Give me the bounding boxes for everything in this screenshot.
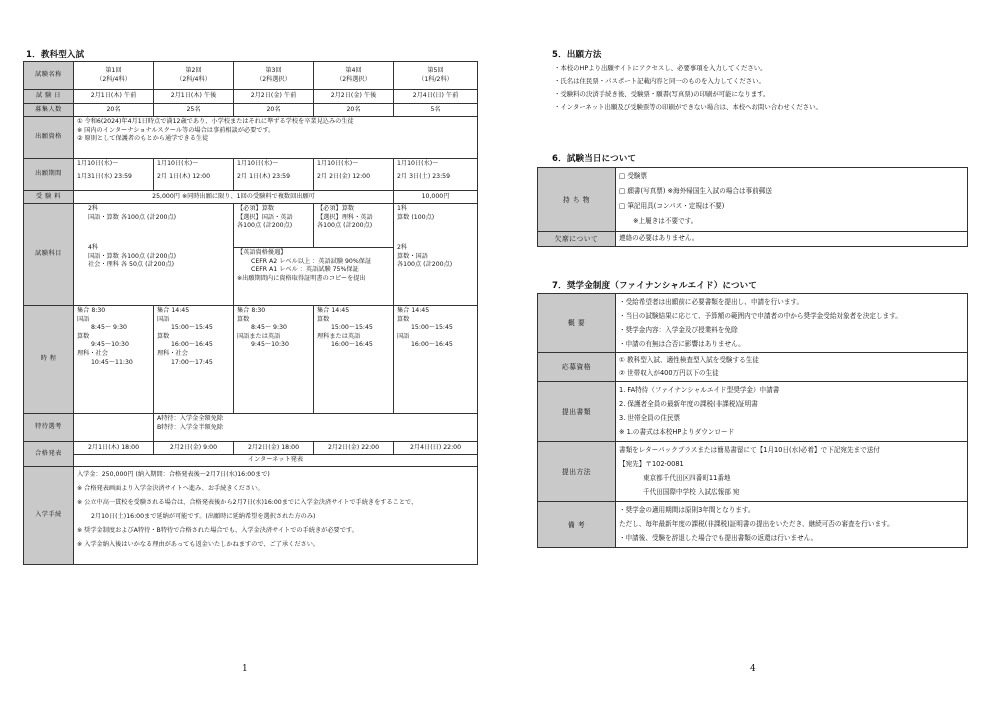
row-label: 提出書類	[538, 382, 616, 442]
cell: 20名	[234, 104, 314, 117]
header-row	[24, 62, 478, 90]
documents-row	[538, 382, 968, 442]
row-label: 試験名称	[24, 62, 74, 90]
section-title-exam: 1．教科型入試	[26, 50, 85, 60]
cell: 1月10日(水)〜 2月 1日(木) 23:59	[234, 159, 314, 191]
cell: 1月10日(水)〜 2月 1日(木) 12:00	[154, 159, 234, 191]
absence-row	[538, 232, 968, 247]
schedule-r5: 集合 14:45 算数 15:00〜15:45 国語 16:00〜16:45	[394, 306, 478, 414]
row-label: 募集人数	[24, 104, 74, 117]
fee-cell: 25,000円 ※同時出願に限り、1回の受験料で複数回出願可	[74, 191, 394, 204]
schedule-r1: 集合 8:30 国語 8:45〜 9:30 算数 9:45〜10:30 理科・社会 10:45〜11:30	[74, 306, 154, 414]
scholarship-table	[537, 293, 968, 548]
cell: 2月2日(金) 9:00	[154, 442, 234, 455]
row-label: 提出方法	[538, 442, 616, 502]
row-label: 出願期間	[24, 159, 74, 191]
results-note-row	[24, 455, 478, 467]
row-label: 応募資格	[538, 353, 616, 382]
eligibility-row	[24, 117, 478, 159]
list-item: ・受験料の決済手続き後、受験票・願書(写真票)の印刷が可能になります。	[554, 90, 770, 98]
cell: 2月4日(日) 午前	[394, 90, 478, 104]
row-label: 受 験 料	[24, 191, 74, 204]
cell: 2月4日(日) 22:00	[394, 442, 478, 455]
cell: 2月2日(金) 午後	[314, 90, 394, 104]
results-row	[24, 442, 478, 455]
row-label: 特待選考	[24, 414, 74, 442]
cell: 20名	[74, 104, 154, 117]
schedule-row	[24, 306, 478, 414]
exam-date-row	[24, 90, 478, 104]
fee-row	[24, 191, 478, 204]
cell: 1月10日(水)〜 2月 2日(金) 12:00	[314, 159, 394, 191]
method-cell: 書類をレターパックプラスまたは簡易書留にて【1月10日(水)必着】で下記宛先まで送付 【宛先】〒102-0081 東京都千代田区四番町11番地 千代田国際中学校 入試広報部 宛	[616, 442, 968, 502]
row-label: 合格発表	[24, 442, 74, 467]
row-label: 概 要	[538, 294, 616, 353]
row-label: 入学手続	[24, 467, 74, 565]
remarks-cell: ・奨学金の適用期間は原則3年間となります。 ただし、毎年最新年度の課税(非課税)証明書の提出をいただき、継続可否の審査を行います。 ・申請後、受験を辞退した場合でも提出書類の返還は行いません。	[616, 502, 968, 548]
right-page	[500, 0, 1000, 706]
special-cell: A特待：入学金全額免除 B特待：入学金半額免除	[154, 414, 478, 442]
subjects-r3: 【必須】算数 【選択】国語・英語 各100点 (計200点)	[234, 204, 314, 248]
qualification-row	[538, 353, 968, 382]
belongings-row	[538, 168, 968, 232]
period-row	[24, 159, 478, 191]
enroll-row	[24, 467, 478, 565]
cell: 2月2日(金) 22:00	[314, 442, 394, 455]
cell: 1月10日(水)〜 2月 3日(土) 23:59	[394, 159, 478, 191]
row-label: 出願資格	[24, 117, 74, 159]
list-item: ・氏名は住民票・パスポート記載内容と同一のものを入力してください。	[554, 77, 765, 85]
capacity-row	[24, 104, 478, 117]
section-title-scholarship: 7．奨学金制度（ファイナンシャルエイド）について	[552, 281, 758, 291]
cell: 5名	[394, 104, 478, 117]
subjects-r12: 2科 国語・算数 各100点 (計200点) 4科 国語・算数 各100点 (計200点) 社会・理科 各 50点 (計200点)	[74, 204, 234, 306]
section-title-application: 5．出願方法	[552, 50, 602, 60]
special-row	[24, 414, 478, 442]
section-title-exam-day: 6．試験当日について	[552, 154, 637, 164]
enroll-cell: 入学金：250,000円 (納入期間：合格発表後〜2月7日(水)16:00まで) ※ 合格発表画面より入学金決済サイトへ進み、お手続きください。 ※ 公立中高一貫校を受験される場合は、合格発表後から2月7日(水)16:00までに入学金決済サイトで手続きをすることで、 2月10日(土)16:00まで延納が可能です。(出願時に延納希望を選択された方のみ) ※ 奨学金制度およびA特待・B特待で合格された場合でも、入学金決済サイトでの手続きが必要です。 ※ 入学金納入後はいかなる理由があっても返金いたしかねますので、ご了承ください。	[74, 467, 478, 565]
qualification-cell: ① 教科型入試、適性検査型入試を受験する生徒 ② 世帯収入が400万円以下の生徒	[616, 353, 968, 382]
cell: 20名	[314, 104, 394, 117]
subjects-r4: 【必須】算数 【選択】理科・英語 各100点 (計200点)	[314, 204, 394, 248]
cell	[74, 414, 154, 442]
exam-table	[23, 61, 478, 565]
page-number: 4	[750, 664, 756, 674]
cell: 2月1日(木) 午前	[74, 90, 154, 104]
method-row	[538, 442, 968, 502]
results-note: インターネット発表	[74, 455, 478, 467]
fee-cell-r5: 10,000円	[394, 191, 478, 204]
schedule-r3: 集合 8:30 算数 8:45〜 9:30 国語または英語 9:45〜10:30	[234, 306, 314, 414]
exam-day-table	[537, 167, 968, 247]
cell: 2月2日(金) 午前	[234, 90, 314, 104]
page-number: 1	[242, 664, 248, 674]
schedule-r4: 集合 14:45 算数 15:00〜15:45 理科または英語 16:00〜16:45	[314, 306, 394, 414]
overview-cell: ・受給希望者は出願前に必要書類を提出し、申請を行います。 ・当日の試験結果に応じて、予算額の範囲内で申請者の中から奨学金受給対象者を決定します。 ・奨学金内容：入学金及び授業料を免除 ・申請の有無は合否に影響はありません。	[616, 294, 968, 353]
round-4-header: 第4回 （2科選択）	[314, 62, 394, 90]
documents-cell: 1. FA特待（ファイナンシャルエイド型奨学金）申請書 2. 保護者全員の最新年度の課税(非課税)証明書 3. 世帯全員の住民票 ※ 1.の書式は本校HPよりダウンロード	[616, 382, 968, 442]
list-item: ・インターネット出願及び受験票等の印刷ができない場合は、本校へお問い合わせください。	[554, 103, 822, 111]
belongings-cell: □ 受験票 □ 願書(写真票) ※海外帰国生入試の場合は事前郵送 □ 筆記用具(コンパス・定規は不要) ※上履きは不要です。	[616, 168, 968, 232]
cell: 25名	[154, 104, 234, 117]
cell: 2月2日(金) 18:00	[234, 442, 314, 455]
schedule-r2: 集合 14:45 国語 15:00〜15:45 算数 16:00〜16:45 理科・社会 17:00〜17:45	[154, 306, 234, 414]
absence-cell: 連絡の必要はありません。	[616, 232, 968, 247]
round-1-header: 第1回 （2科/4科）	[74, 62, 154, 90]
row-label: 備 考	[538, 502, 616, 548]
cell: 2月1日(木) 18:00	[74, 442, 154, 455]
application-list	[554, 62, 822, 114]
cell: 2月1日(木) 午後	[154, 90, 234, 104]
list-item: ・本校のHPより出願サイトにアクセスし、必要事項を入力してください。	[554, 64, 767, 72]
row-label: 時 程	[24, 306, 74, 414]
subjects-r5: 1科 算数 (100点) 2科 算数・国語 各100点 (計200点)	[394, 204, 478, 306]
overview-row	[538, 294, 968, 353]
cell: 1月10日(水)〜 1月31日(水) 23:59	[74, 159, 154, 191]
row-label: 試 験 日	[24, 90, 74, 104]
row-label: 持 ち 物	[538, 168, 616, 232]
subjects-row	[24, 204, 478, 248]
round-3-header: 第3回 （2科選択）	[234, 62, 314, 90]
round-2-header: 第2回 （2科/4科）	[154, 62, 234, 90]
round-5-header: 第5回 （1科/2科）	[394, 62, 478, 90]
eligibility-cell: ① 令和6(2024)年4月1日時点で満12歳であり、小学校またはそれに準ずる学校を卒業見込みの生徒 ※ 国内のインターナショナルスクール等の場合は事前相談が必要です。 ② 原則として保護者のもとから通学できる生徒	[74, 117, 478, 159]
row-label: 試験科目	[24, 204, 74, 306]
row-label: 欠席について	[538, 232, 616, 247]
english-qualification: 【英語資格優遇】 CEFR A2 レベル以上 ：英語試験 90%保証 CEFR A1 レベル ：英語試験 75%保証 ※出願期間内に資格取得証明書のコピーを提出	[234, 248, 394, 306]
remarks-row	[538, 502, 968, 548]
